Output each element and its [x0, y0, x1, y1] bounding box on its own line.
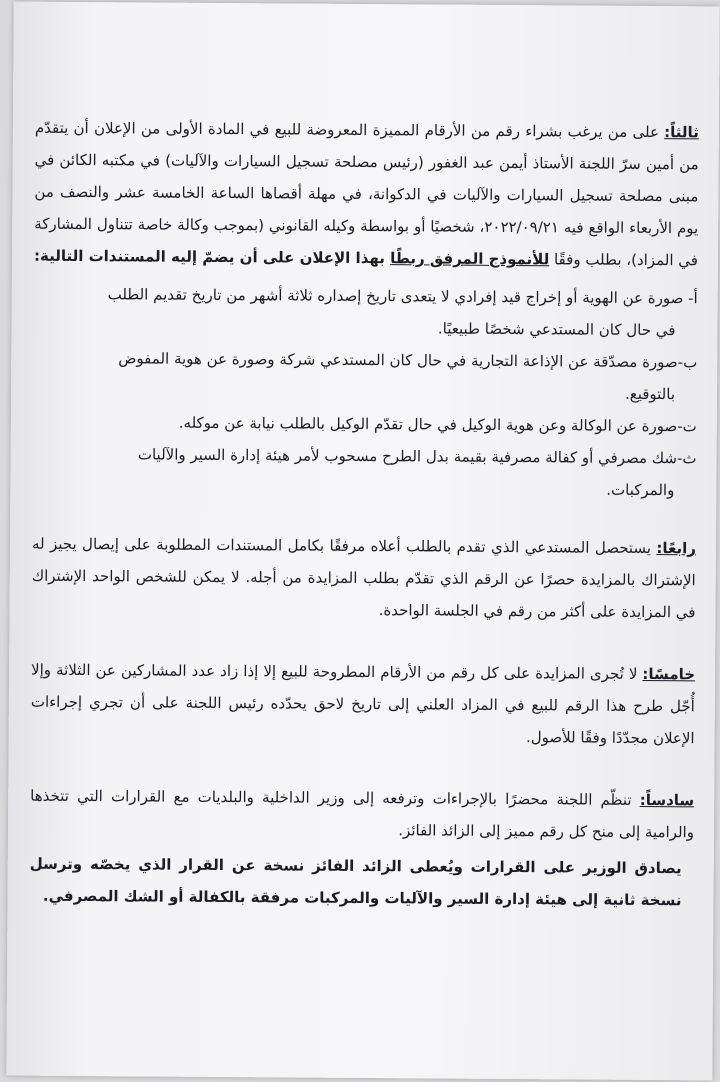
section-fourth-label: رابعًا:: [656, 539, 697, 558]
document-page: [6, 2, 719, 1081]
section-fifth-text: لا تُجرى المزايدة على كل رقم من الأرقام المطروحة للبيع إلا إذا زاد عدد المشاركين عن الثلاثة وإلا أُجّل طرح هذا الرقم للبيع في المزاد العلني إلى تاريخ لاحق يحدّده رئيس اللجنة على أن تجري إجراءات الإعلان مجدّدًا وفقًا للأصول.: [30, 660, 695, 748]
section-third-label: ثالثاً:: [664, 123, 699, 142]
list-item-marker: ت-: [677, 417, 697, 436]
list-item-marker: ب-: [677, 353, 698, 372]
list-item: [33, 342, 697, 411]
list-item-text: صورة عن الهوية أو إخراج قيد إفرادي لا يتعدى تاريخ إصداره ثلاثة أشهر من تاريخ تقديم الطلب: [107, 285, 689, 308]
list-item: [33, 406, 697, 443]
section-third: [34, 112, 699, 277]
section-sixth-text: تنظّم اللجنة محضرًا بالإجراءات وترفعه إلى وزير الداخلية والبلديات مع القرارات التي تتخذها والرامية إلى منح كل رقم مميز إلى الزائد الفائز.: [30, 786, 695, 842]
section-fourth-text: يستحصل المستدعي الذي تقدم بالطلب أعلاه مرفقًا بكامل المستندات المطلوبة على إيصال يجيز له الإشتراك بالمزايدة حصرًا عن الرقم الذي تقدّم بطلب المزايدة من أجله. لا يمكن للشخص الواحد الإشتراك في المزايدة على أكثر من رقم في الجلسة الواحدة.: [31, 534, 696, 622]
final-paragraph: يصادق الوزير على القرارات ويُعطى الزائد الفائز نسخة عن القرار الذي يخصّه وترسل نسخة ثانية إلى هيئة إدارة السير والآليات والمركبات مرفقة بالكفالة أو الشك المصرفي.: [29, 854, 682, 910]
list-item: [32, 438, 696, 507]
list-item: [33, 278, 697, 347]
list-item-marker: ث-: [676, 449, 697, 468]
section-third-text-b: بهذا الإعلان على أن يضمّ إليه المستندات التالية:: [33, 246, 391, 268]
list-item-continuation: والمركبات.: [606, 480, 675, 500]
section-fifth-label: خامسًا:: [642, 664, 696, 684]
list-item-text: صورة مصدّقة عن الإذاعة التجارية في حال كان المستدعي شركة وصورة عن هوية المفوض: [118, 349, 678, 372]
section-third-text-a: على من يرغب بشراء رقم من الأرقام المميزة المعروضة للبيع في المادة الأولى من الإعلان أن يتقدّم من أمين سرّ اللجنة الأستاذ أيمن عبد الغفور (رئيس مصلحة تسجيل السيارات والآليات) في مكتبه الكائن في مبنى مصلحة تسجيل السيارات والآليات في الدكوانة، في مهلة أقصاها الساعة الخامسة عشر والنصف من يوم الأربعاء الواقع فيه ٢٠٢٢/٠٩/٢١، شخصيًا أو بواسطة وكيله القانوني (بموجب وكالة خاصة تتناول المشاركة في المزاد)، بطلب وفقًا: [34, 118, 699, 270]
document-body: [29, 112, 699, 932]
section-sixth: [30, 780, 694, 849]
list-item-continuation: بالتوقيع.: [624, 384, 676, 404]
section-fifth: [31, 654, 696, 755]
list-item-text: صورة عن الوكالة وعن هوية الوكيل في حال تقدّم الوكيل بالطلب نيابة عن موكله.: [178, 413, 678, 436]
list-item-marker: أ-: [688, 289, 698, 308]
attached-form-reference: للأنموذج المرفق ربطًا: [390, 249, 550, 269]
list-item-continuation: في حال كان المستدعي شخصًا طبيعيًا.: [437, 319, 676, 340]
list-item-text: شك مصرفي أو كفالة مصرفية بقيمة بدل الطرح مسحوب لأمر هيئة إدارة السير والآليات: [137, 445, 678, 468]
section-fourth: [31, 528, 696, 629]
section-sixth-label: سادساً:: [639, 790, 695, 810]
